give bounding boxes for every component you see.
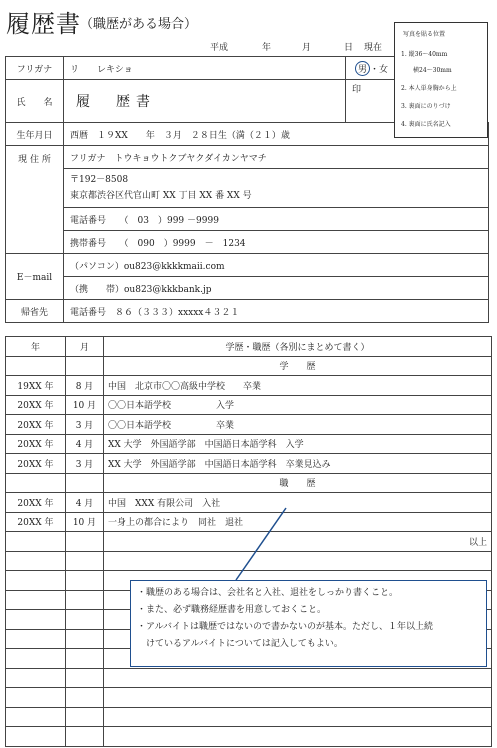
date-day-label: 日 <box>344 43 354 53</box>
row-text: XX 大学 外国語学部 中国語日本語学科 入学 <box>104 434 492 454</box>
photo-instruction: 3. 裏面にのりづけ <box>401 103 451 110</box>
col-history-title: 学歴・職歴（各別にまとめて書く） <box>104 337 492 357</box>
row-text: 中国 XXX 有限公司 入社 <box>104 493 492 513</box>
row-text: 一身上の都合により 同社 退社 <box>104 512 492 532</box>
postal-code: 〒192－8508 <box>70 175 129 185</box>
furigana-label: フリガナ <box>6 57 64 80</box>
gender-male[interactable]: 男 <box>355 61 370 76</box>
end-label: 以上 <box>104 532 492 552</box>
row-month: 4 月 <box>66 434 104 454</box>
callout-pointer-line <box>236 508 286 580</box>
address-furigana: フリガナ トウキョウトクブヤクダイカンヤマチ <box>70 153 267 164</box>
phone-label: 電話番号 <box>70 215 107 226</box>
advice-line: ・また、必ず職務経歴書を用意しておくこと。 <box>137 605 327 615</box>
gender-female[interactable]: 女 <box>379 64 389 75</box>
row-month: 3 月 <box>66 454 104 474</box>
address-label: 現 住 所 <box>6 146 64 254</box>
advice-line: ・アルバイトは職歴ではないので書かないのが基本。ただし、１年以上続 <box>137 622 434 632</box>
row-text: 中国 北京市〇〇高級中学校 卒業 <box>104 376 492 396</box>
photo-instruction: 1. 縦36〜40mm <box>401 51 448 58</box>
photo-instruction: 横24〜30mm <box>413 67 452 74</box>
photo-instruction: 4. 裏面に氏名記入 <box>401 121 451 128</box>
dob-value: 西暦 １９XX 年 ３月 ２８日生（満（２１）歳 <box>70 130 290 141</box>
phone-value: （ 03 ）999 －9999 <box>124 215 219 226</box>
date-era: 平成 <box>210 43 229 53</box>
email-mobile: （携 帯）ou823@kkkbank.jp <box>70 284 212 295</box>
row-text: 〇〇日本語学校 入学 <box>104 395 492 415</box>
education-header: 学 歴 <box>104 356 492 376</box>
row-year: 20XX 年 <box>6 493 66 513</box>
name-value: 履 歴書 <box>76 94 156 110</box>
row-year: 19XX 年 <box>6 376 66 396</box>
advice-callout <box>130 580 487 667</box>
home-label: 帰省先 <box>6 300 64 323</box>
dob-label: 生年月日 <box>6 123 64 146</box>
work-header: 職 歴 <box>104 473 492 493</box>
row-year: 20XX 年 <box>6 434 66 454</box>
row-year: 20XX 年 <box>6 395 66 415</box>
gender-separator: ・ <box>369 64 379 75</box>
photo-caption: 写真を貼る位置 <box>403 31 446 38</box>
row-text: XX 大学 外国語学部 中国語日本語学科 卒業見込み <box>104 454 492 474</box>
col-month: 月 <box>66 337 104 357</box>
name-label: 氏 名 <box>6 80 64 123</box>
row-month: 4 月 <box>66 493 104 513</box>
date-month-label: 月 <box>302 43 312 53</box>
mobile-label: 携帯番号 <box>70 238 107 249</box>
email-label: E－mail <box>6 254 64 300</box>
address-value: 東京都渋谷区代官山町 XX 丁目 XX 番 XX 号 <box>70 191 252 201</box>
furigana-value: リ レキショ <box>70 64 133 75</box>
row-month: 3 月 <box>66 415 104 435</box>
row-month: 10 月 <box>66 512 104 532</box>
mobile-value: （ 090 ）9999 － 1234 <box>124 238 246 249</box>
row-month: 8 月 <box>66 376 104 396</box>
advice-line: けているアルバイトについては記入してもよい。 <box>137 639 343 649</box>
date-status: 現在 <box>364 43 383 53</box>
email-pc: （パソコン）ou823@kkkkmaii.com <box>70 261 225 272</box>
row-text: 〇〇日本語学校 卒業 <box>104 415 492 435</box>
advice-line: ・職歴のある場合は、会社名と入社、退社をしっかり書くこと。 <box>137 588 399 598</box>
row-year: 20XX 年 <box>6 415 66 435</box>
col-year: 年 <box>6 337 66 357</box>
photo-instruction: 2. 本人単身胸から上 <box>401 85 457 92</box>
row-year: 20XX 年 <box>6 454 66 474</box>
home-value: 電話番号 ８６（３３３）xxxxx４３２１ <box>70 307 240 318</box>
seal-label: 印 <box>352 85 362 95</box>
page-title: 履歴書 <box>6 10 81 38</box>
row-year: 20XX 年 <box>6 512 66 532</box>
page-subtitle: （職歴がある場合） <box>80 17 198 32</box>
row-month: 10 月 <box>66 395 104 415</box>
date-year-label: 年 <box>262 43 272 53</box>
